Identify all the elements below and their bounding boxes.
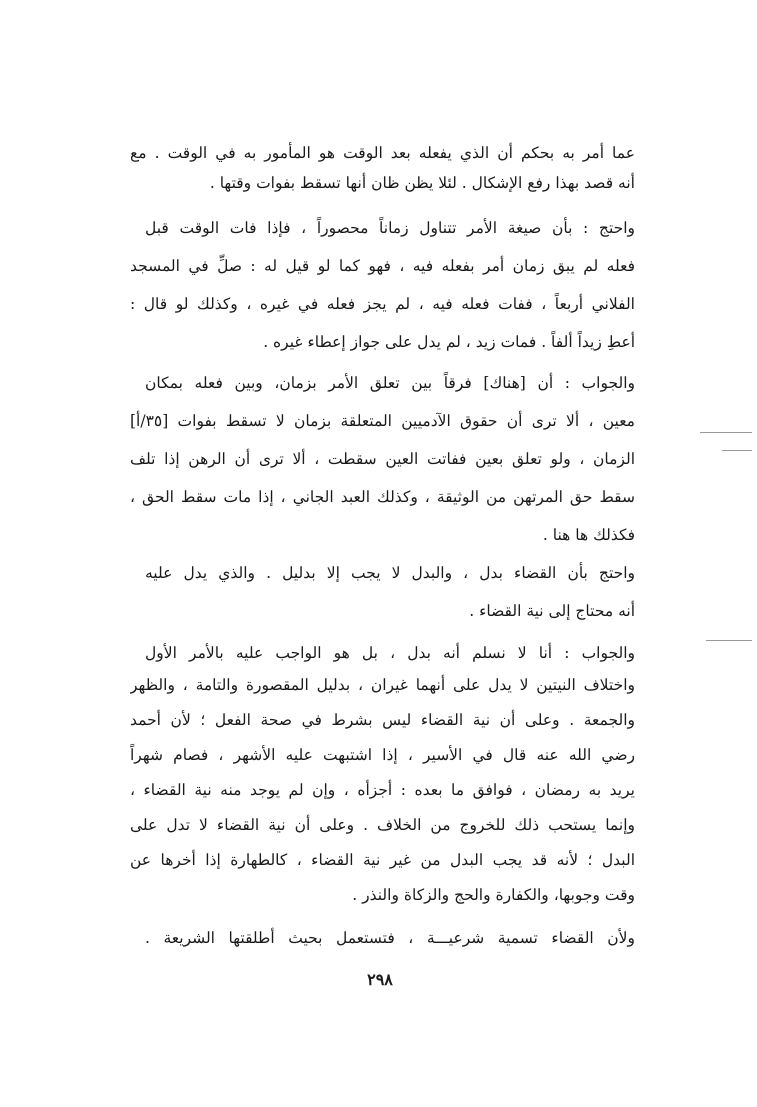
- margin-mark: [722, 450, 752, 451]
- text-line: وقت وجوبها، والكفارة والحج والزكاة والنذر .: [352, 886, 635, 904]
- text-line: ولأن القضاء تسمية شرعيـــة ، فتستعمل بحيث أطلقتها الشريعة .: [145, 929, 635, 947]
- margin-mark: [700, 432, 752, 433]
- page-number: ٢٩٨: [367, 970, 393, 989]
- text-line: واحتج بأن القضاء بدل ، والبدل لا يجب إلا بدليل . والذي يدل عليه: [145, 564, 635, 582]
- text-line: والجواب : أن [هناك] فرقاً بين تعلق الأمر بزمان، وبين فعله بمكان: [145, 374, 635, 392]
- text-line: أنه محتاج إلى نية القضاء .: [469, 602, 635, 620]
- text-line: الزمان ، ولو تعلق بعين ففاتت العين سقطت ، ألا ترى أن الرهن إذا تلف: [130, 450, 635, 468]
- text-line: وإنما يستحب ذلك للخروج من الخلاف . وعلى أن نية القضاء لا تدل على: [130, 816, 635, 834]
- text-line: فعله لم يبق زمان أمر بفعله فيه ، فهو كما لو قيل له : صلِّ في المسجد: [130, 257, 635, 275]
- text-line: سقط حق المرتهن من الوثيقة ، وكذلك العبد الجاني ، إذا مات سقط الحق ،: [130, 488, 635, 506]
- text-line: عما أمر به بحكم أن الذي يفعله بعد الوقت هو المأمور به في الوقت . مع: [130, 144, 635, 162]
- text-line: أنه قصد بهذا رفع الإشكال . لئلا يظن ظان أنها تسقط بفوات وقتها .: [209, 174, 635, 192]
- text-line: والجمعة . وعلى أن نية القضاء ليس بشرط في صحة الفعل ؛ لأن أحمد: [130, 711, 635, 729]
- text-line: رضي الله عنه قال في الأسير ، إذا اشتبهت عليه الأشهر ، فصام شهراً: [130, 746, 635, 764]
- text-line: الفلاني أربعاً ، ففات فعله فيه ، لم يجز فعله في غيره ، وكذلك لو قال :: [130, 295, 635, 313]
- text-line: البدل ؛ لأنه قد يجب البدل من غير نية القضاء ، كالطهارة إذا أخرها عن: [130, 851, 635, 869]
- margin-mark: [706, 640, 752, 641]
- text-line: أعطِ زيداً ألفاً . فمات زيد ، لم يدل على جواز إعطاء غيره .: [263, 333, 635, 351]
- text-line: واحتج : بأن صيغة الأمر تتناول زماناً محصوراً ، فإذا فات الوقت قبل: [145, 219, 635, 237]
- text-line: يريد به رمضان ، فوافق ما بعده : أجزأه ، وإن لم يوجد منه نية القضاء ،: [130, 781, 635, 799]
- text-line: معين ، ألا ترى أن حقوق الآدميين المتعلقة بزمان لا تسقط بفوات [٣٥/أ]: [130, 412, 635, 430]
- text-line: فكذلك ها هنا .: [542, 526, 635, 544]
- text-line: واختلاف النيتين لا يدل على أنهما غيران ، بدليل المقصورة والتامة ، والظهر: [130, 676, 635, 694]
- text-line: والجواب : أنا لا نسلم أنه بدل ، بل هو الواجب عليه بالأمر الأول: [145, 644, 635, 662]
